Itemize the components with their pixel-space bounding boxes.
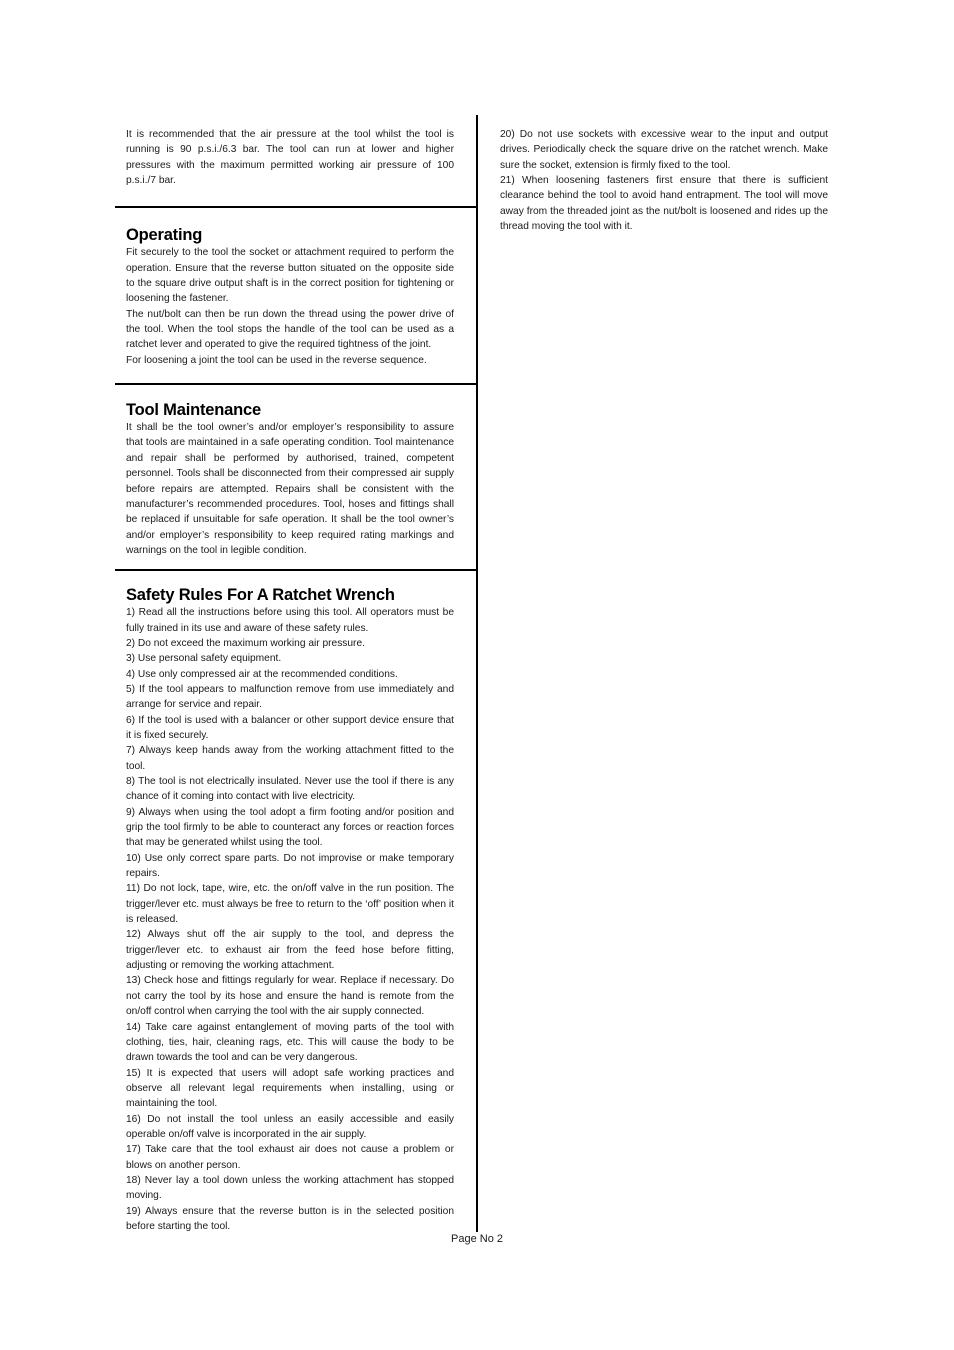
safety-rule: 17) Take care that the tool exhaust air does not cause a problem or blows on another person. [126, 1144, 454, 1171]
safety-rule: 5) If the tool appears to malfunction remove from use immediately and arrange for service and repair. [126, 683, 454, 711]
safety-rule: 11) Do not lock, tape, wire, etc. the on/off valve in the run position. The trigger/lever etc. must always be free to return to the ‘off’ position when it is released. [126, 883, 454, 926]
safety-heading: Safety Rules For A Ratchet Wrench [126, 586, 395, 605]
safety-rule: 15) It is expected that users will adopt safe working practices and observe all relevant legal requirements when installing, using or maintaining the tool. [126, 1067, 454, 1110]
maintenance-heading: Tool Maintenance [126, 401, 261, 420]
maintenance-paragraph: It shall be the tool owner’s and/or employer’s responsibility to assure that tools are maintained in a safe operating condition. Tool maintenance and repair shall be performed by authorised, trained, competent personnel. Tools shall be disconnected from their compressed air supply before repairs are attempted. Repairs shall be consistent with the manufacturer’s recommended procedures. Tool, hoses and fittings shall be replaced if unsuitable for safe operation. It shall be the tool owner’s and/or employer’s responsibility to keep required rating markings and warnings on the tool in legible condition. [126, 422, 454, 556]
intro-paragraph: It is recommended that the air pressure at the tool whilst the tool is running is 90 p.s.i./6.3 bar. The tool can run at lower and higher pressures with the maximum permitted working air pressure of 100 p.s.i./7 bar. [126, 129, 454, 187]
safety-rule: 2) Do not exceed the maximum working air pressure. [126, 637, 365, 649]
safety-rule: 18) Never lay a tool down unless the working attachment has stopped moving. [126, 1174, 454, 1202]
safety-rule: 10) Use only correct spare parts. Do not improvise or make temporary repairs. [126, 852, 454, 880]
safety-rule: 7) Always keep hands away from the working attachment fitted to the tool. [126, 745, 454, 772]
safety-rule: 21) When loosening fasteners first ensure that there is sufficient clearance behind the tool to avoid hand entrapment. The tool will move away from the threaded joint as the nut/bolt is loosened and rides up the thread moving the tool with it. [500, 175, 828, 233]
safety-rule: 1) Read all the instructions before using this tool. All operators must be fully trained in its use and aware of these safety rules. [126, 607, 454, 634]
safety-rule: 8) The tool is not electrically insulated. Never use the tool if there is any chance of it coming into contact with live electricity. [126, 776, 454, 803]
operating-heading: Operating [126, 226, 203, 245]
safety-rule: 3) Use personal safety equipment. [126, 653, 282, 665]
safety-rule: 14) Take care against entanglement of moving parts of the tool with clothing, ties, hair, cleaning rags, etc. This will cause the body to be drawn towards the tool and can be very dangerous. [126, 1021, 454, 1064]
operating-paragraph: Fit securely to the tool the socket or attachment required to perform the operation. Ensure that the reverse button situated on the opposite side to the square drive output shaft is in the correct position for tightening or loosening the fastener. [126, 247, 454, 305]
operating-paragraph: For loosening a joint the tool can be used in the reverse sequence. [126, 354, 427, 366]
page-number: Page No 2 [451, 1233, 503, 1245]
safety-rule: 4) Use only compressed air at the recommended conditions. [126, 668, 398, 680]
safety-rule: 6) If the tool is used with a balancer or other support device ensure that it is fixed securely. [126, 714, 454, 741]
safety-rule: 19) Always ensure that the reverse button is in the selected position before starting the tool. [126, 1205, 454, 1232]
safety-rule: 12) Always shut off the air supply to the tool, and depress the trigger/lever etc. to exhaust air from the feed hose before fitting, adjusting or removing the working attachment. [126, 929, 454, 972]
safety-rule: 13) Check hose and fittings regularly for wear. Replace if necessary. Do not carry the tool by its hose and ensure the hand is remote from the on/off control when carrying the tool with the air supply connected. [126, 975, 454, 1018]
right-column [500, 127, 828, 234]
left-column [126, 127, 454, 1234]
safety-rule: 9) Always when using the tool adopt a firm footing and/or position and grip the tool firmly to be able to counteract any forces or reaction forces that may be generated whilst using the tool. [126, 806, 454, 849]
safety-rule: 20) Do not use sockets with excessive wear to the input and output drives. Periodically check the square drive on the ratchet wrench. Make sure the socket, extension is firmly fixed to the tool. [500, 129, 828, 171]
column-divider [476, 115, 478, 1232]
safety-rule: 16) Do not install the tool unless an easily accessible and easily operable on/off valve is incorporated in the air supply. [126, 1113, 454, 1140]
operating-paragraph: The nut/bolt can then be run down the thread using the power drive of the tool. When the tool stops the handle of the tool can be used as a ratchet lever and operated to give the required tightness of the joint. [126, 308, 454, 351]
